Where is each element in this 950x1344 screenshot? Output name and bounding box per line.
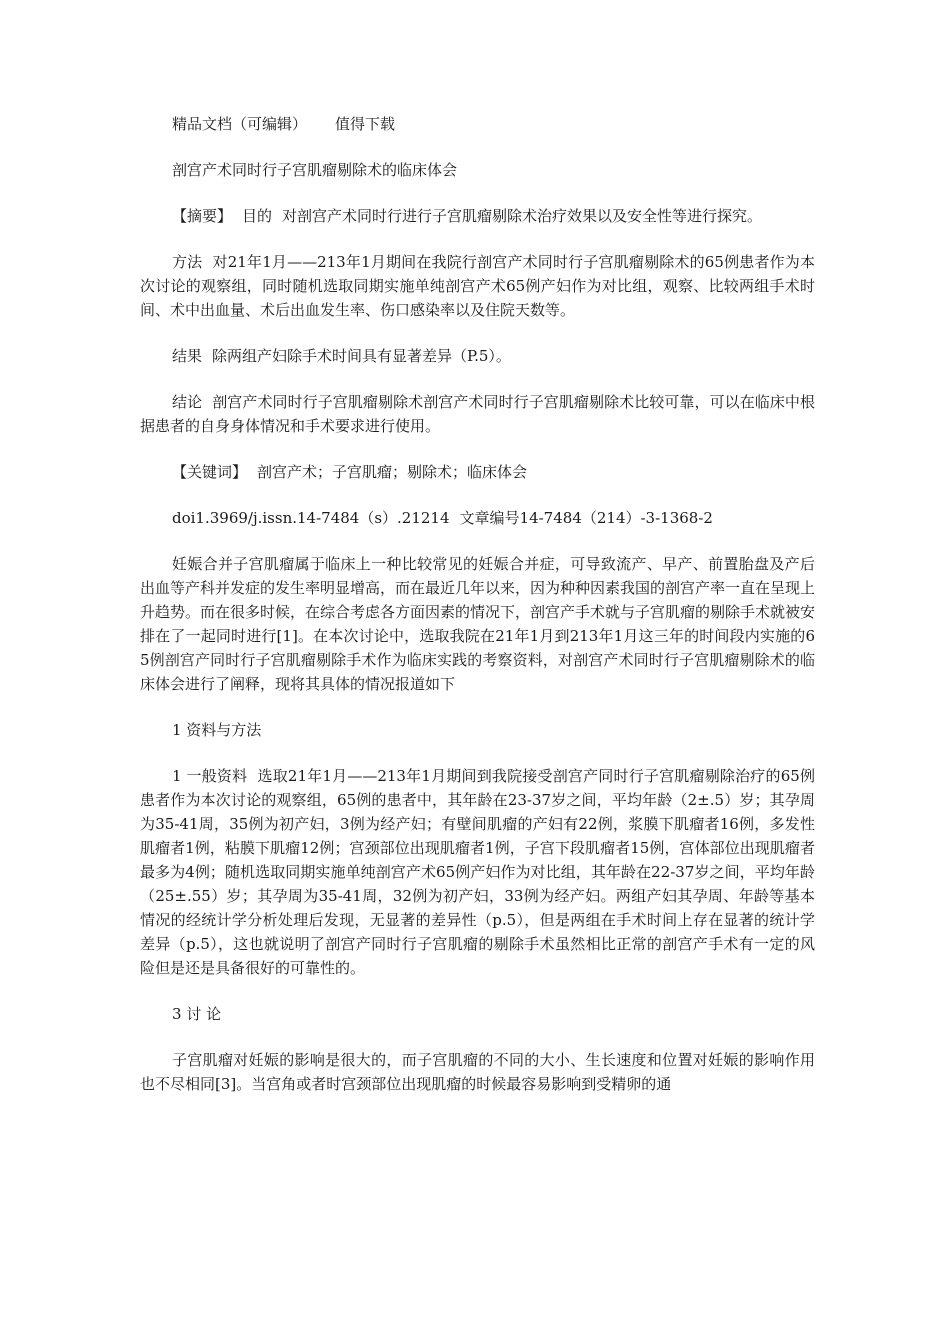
conclusion-text: 剖宫产术同时行子宫肌瘤剔除术剖宫产术同时行子宫肌瘤剔除术比较可靠，可以在临床中根据患者的自身身体情况和手术要求进行使用。 (140, 393, 815, 435)
objective-label: 目的 (242, 207, 273, 225)
objective-text: 对剖宫产术同时行进行子宫肌瘤剔除术治疗效果以及安全性等进行探究。 (282, 207, 763, 225)
conclusion-label: 结论 (172, 393, 203, 411)
section-1-text: 选取21年1月——213年1月期间到我院接受剖宫产同时行子宫肌瘤剔除治疗的65例患者作为本次讨论的观察组，65例的患者中，其年龄在23-37岁之间，平均年龄（2±.5）岁；其孕周为35-41周，35例为初产妇，3例为经产妇；有壁间肌瘤的产妇有22例，浆膜下肌瘤者16例，多发性肌瘤者1例，粘膜下肌瘤12例；宫颈部位出现肌瘤者1例，子宫下段肌瘤者15例，宫体部位出现肌瘤者最多为4例；随机选取同期实施单纯剖宫产术65例产妇作为对比组，其年龄在22-37岁之间，平均年龄（25±.55）岁；其孕周为35-41周，32例为初产妇，33例为经产妇。两组产妇其孕周、年龄等基本情况的经统计学分析处理后发现，无显著的差异性（p.5），但是两组在手术时间上存在显著的统计学差异（p.5），这也就说明了剖宫产同时行子宫肌瘤的剔除手术虽然相比正常的剖宫产手术有一定的风险但是还是具备很好的可靠性的。 (140, 767, 815, 977)
keywords (140, 460, 815, 484)
section-1-paragraph (140, 764, 815, 980)
keywords-text: 剖宫产术；子宫肌瘤；剔除术；临床体会 (257, 463, 528, 481)
document-page (140, 112, 815, 1096)
section-3-paragraph: 子宫肌瘤对妊娠的影响是很大的，而子宫肌瘤的不同的大小、生长速度和位置对妊娠的影响作用也不尽相同[3]。当宫角或者时宫颈部位出现肌瘤的时候最容易影响到受精卵的通 (140, 1051, 815, 1093)
paper-title: 剖宫产术同时行子宫肌瘤剔除术的临床体会 (172, 161, 458, 179)
methods-text: 对21年1月——213年1月期间在我院行剖宫产术同时行子宫肌瘤剔除术的65例患者作为本次讨论的观察组，同时随机选取同期实施单纯剖宫产术65例产妇作为对比组，观察、比较两组手术时间、术中出血量、术后出血发生率、伤口感染率以及住院天数等。 (140, 253, 815, 319)
abstract-objective (140, 204, 815, 228)
doi-line (140, 506, 815, 530)
doi-text: doi1.3969/j.issn.14-7484（s）.21214 (172, 509, 450, 527)
results-label: 结果 (172, 347, 203, 365)
section-1-heading: 1 资料与方法 (172, 721, 262, 739)
section-3-heading: 3 讨 论 (172, 1005, 222, 1023)
abstract-conclusion (140, 390, 815, 438)
results-text: 除两组产妇除手术时间具有显著差异（P.5）。 (212, 347, 511, 365)
header-left: 精品文档（可编辑） (172, 115, 308, 133)
document-header (140, 112, 815, 136)
abstract-methods (140, 250, 815, 322)
abstract-label: 【摘要】 (172, 207, 233, 225)
intro-paragraph: 妊娠合并子宫肌瘤属于临床上一种比较常见的妊娠合并症，可导致流产、早产、前置胎盘及产后出血等产科并发症的发生率明显增高，而在最近几年以来，因为种种因素我国的剖宫产率一直在呈现上升趋势。而在很多时候，在综合考虑各方面因素的情况下，剖宫产手术就与子宫肌瘤的剔除手术就被安排在了一起同时进行[1]。在本次讨论中，选取我院在21年1月到213年1月这三年的时间段内实施的65例剖宫产同时行子宫肌瘤剔除手术作为临床实践的考察资料，对剖宫产术同时行子宫肌瘤剔除术的临床体会进行了阐释，现将其具体的情况报道如下 (140, 555, 816, 693)
article-number: 文章编号14-7484（214）-3-1368-2 (459, 509, 713, 527)
section-1-sub-label: 1 一般资料 (172, 767, 248, 785)
keywords-label: 【关键词】 (172, 463, 248, 481)
abstract-results (140, 344, 815, 368)
methods-label: 方法 (172, 253, 203, 271)
header-right: 值得下载 (335, 115, 396, 133)
